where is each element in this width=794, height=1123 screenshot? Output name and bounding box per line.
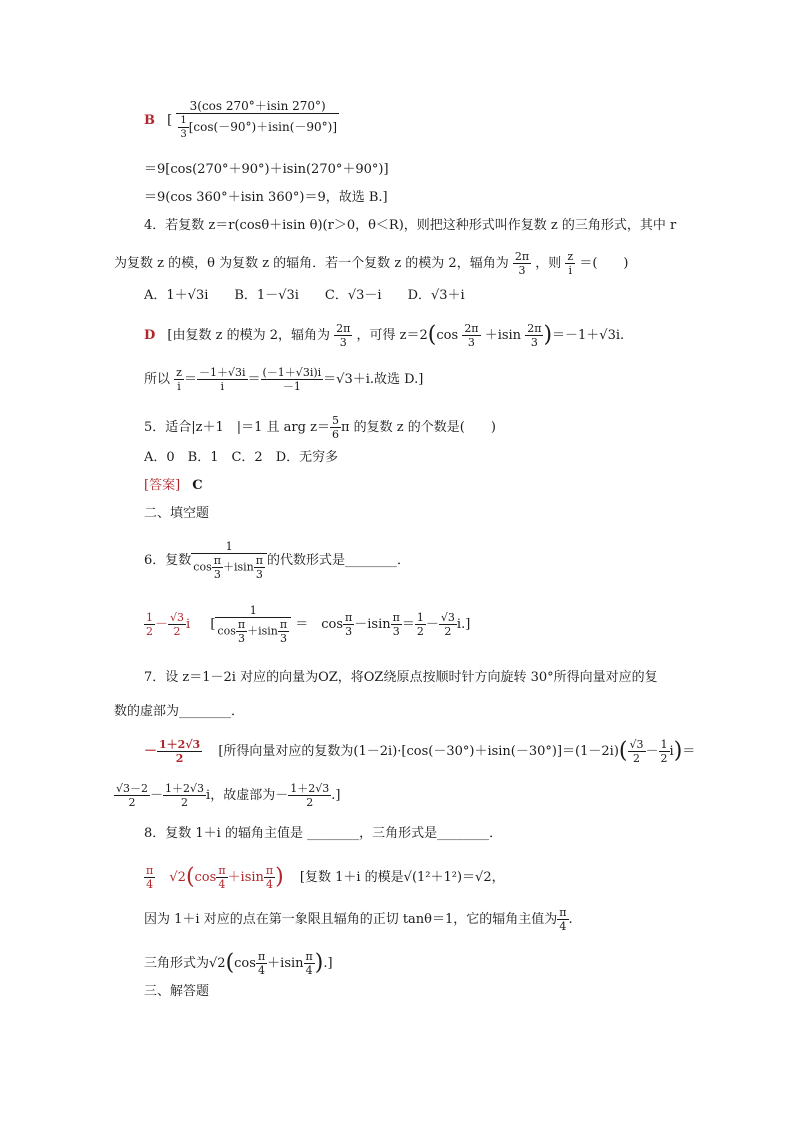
den: 2 xyxy=(175,752,184,765)
fraction xyxy=(191,540,267,581)
fraction-z-i xyxy=(565,250,575,277)
q6-line xyxy=(144,540,410,581)
answer-fraction xyxy=(144,864,155,891)
text: ，可得 z＝2 xyxy=(356,328,428,343)
den: 3 xyxy=(279,632,287,645)
paren-open: ( xyxy=(225,950,235,976)
answer-fraction xyxy=(216,864,227,891)
text: cos xyxy=(436,328,459,343)
num: √3 xyxy=(170,611,185,624)
fraction xyxy=(197,366,248,393)
paren-close: ) xyxy=(275,864,284,890)
fraction xyxy=(557,906,568,933)
section-heading-fill-blank: 二、填空题 xyxy=(144,506,210,521)
fraction xyxy=(256,950,267,977)
num: π xyxy=(279,618,288,631)
num: π xyxy=(559,906,567,919)
num: 2π xyxy=(336,322,351,335)
den: i xyxy=(220,380,224,393)
fraction xyxy=(215,604,291,645)
num: 1 xyxy=(146,611,153,624)
den: 3 xyxy=(467,336,475,349)
num: 1 xyxy=(215,604,291,618)
num: π xyxy=(257,950,266,963)
q7-answer-line1: － $\frac{1+2√3}{2}$ [所得向量对应的复数为(1－2i)·[cos(－30°)＋isin(－30°)]＝(1－2i)( $\frac{√3}{2}$ － $\frac{1}{2}$ i)＝ xyxy=(144,738,696,765)
text: cos xyxy=(234,956,256,971)
num: π xyxy=(218,864,226,877)
num: 2π xyxy=(527,322,542,335)
q7-answer-line2: $\frac{√3-2}{2}$ － $\frac{1+2√3}{2}$ i，故虚部为－ $\frac{1+2√3}{2}$ .] xyxy=(116,782,341,809)
cos: cos xyxy=(217,624,236,638)
answer-cos: cos xyxy=(194,870,217,885)
q3-answer-line1 xyxy=(144,100,339,141)
fraction xyxy=(628,738,646,765)
fraction xyxy=(176,100,339,141)
q8-answer-line1 xyxy=(144,864,505,891)
fraction-z-i xyxy=(174,366,184,393)
text: π 的复数 z 的个数是( ) xyxy=(340,420,496,435)
num: π xyxy=(392,611,400,624)
answer-i: i xyxy=(186,617,191,632)
fraction xyxy=(288,782,331,809)
q4-text-a: 为复数 z 的模，θ 为复数 z 的辐角．若一个复数 z 的模为 2，辐角为 xyxy=(114,256,509,271)
den: 2 xyxy=(128,796,136,809)
q5-answer xyxy=(144,478,203,494)
answer-label: [答案] xyxy=(144,478,181,493)
text: [所得向量对应的复数为(1－2i)·[cos(－30°)＋isin(－30°)]＝(1－2i) xyxy=(218,744,619,759)
bracket: [ xyxy=(167,113,173,128)
q4-line2 xyxy=(114,250,628,277)
text: 所以 xyxy=(144,372,171,387)
den: i xyxy=(568,264,573,277)
num: π xyxy=(265,864,274,877)
text: －isin xyxy=(354,617,391,632)
fraction xyxy=(304,950,315,977)
num: 1＋2√3 xyxy=(165,782,205,795)
q8-answer-line3 xyxy=(144,950,333,977)
text: .] xyxy=(331,788,341,803)
paren-open: ( xyxy=(185,864,195,890)
den: 3 xyxy=(530,336,538,349)
coef-den: 3 xyxy=(180,129,187,140)
q7-line2: 数的虚部为________． xyxy=(114,704,245,719)
num: 1＋2√3 xyxy=(290,782,330,795)
paren-close: ) xyxy=(543,322,553,348)
coef-num: 1 xyxy=(180,115,187,126)
pi-over-3 xyxy=(254,554,265,581)
num: π xyxy=(345,611,353,624)
num: 2π xyxy=(464,322,479,335)
fraction xyxy=(525,322,543,349)
text: 三角形式为√2 xyxy=(144,956,226,971)
fraction xyxy=(659,738,670,765)
num: －1＋√3i xyxy=(198,366,246,379)
pi-over-3 xyxy=(278,618,289,645)
den: 3 xyxy=(339,336,347,349)
den: 3 xyxy=(345,625,353,638)
den: 3 xyxy=(255,568,263,581)
text: ＝－1＋√3i. xyxy=(552,328,625,343)
q4-text-b: ，则 xyxy=(535,256,562,271)
text: [由复数 z 的模为 2，辐角为 xyxy=(167,328,331,343)
den: 2 xyxy=(173,625,181,638)
isin: ＋isin xyxy=(247,624,278,638)
pi-over-3 xyxy=(343,611,354,638)
num: 1 xyxy=(416,611,424,624)
text: 的代数形式是________． xyxy=(266,553,410,568)
pi-over-3 xyxy=(212,554,223,581)
num: z xyxy=(176,366,182,379)
den: 6 xyxy=(331,428,339,441)
cos: cos xyxy=(193,560,212,574)
q4-options: A．1＋√3i B．1－√3i C．√3－i D．√3＋i xyxy=(144,288,465,303)
paren-close: ) xyxy=(314,950,324,976)
num: √3 xyxy=(629,738,644,751)
fraction-2pi-3 xyxy=(513,250,531,277)
den: 2 xyxy=(633,752,640,765)
den: i xyxy=(177,380,181,393)
den: 4 xyxy=(305,964,313,977)
answer-sqrt2: √2 xyxy=(169,870,186,885)
den-rest: [cos(－90°)＋isin(－90°)] xyxy=(188,120,338,134)
paren-open: ( xyxy=(618,738,628,764)
den: 2 xyxy=(416,625,424,638)
answer-isin: ＋isin xyxy=(227,870,264,885)
paren-open: ( xyxy=(427,322,437,348)
q5-line1 xyxy=(144,414,496,441)
den: 2 xyxy=(181,796,189,809)
section-heading-problems: 三、解答题 xyxy=(144,984,210,999)
text: 6．复数 xyxy=(144,553,192,568)
answer-letter: B xyxy=(144,113,155,128)
den xyxy=(191,554,267,581)
fraction xyxy=(163,782,206,809)
den: 4 xyxy=(266,878,274,891)
den: 2 xyxy=(444,625,452,638)
fraction xyxy=(330,414,341,441)
fraction xyxy=(415,611,426,638)
q8-line1: 8．复数 1＋i 的辐角主值是 ________，三角形式是________． xyxy=(144,826,503,841)
den: 3 xyxy=(237,632,245,645)
text: i，故虚部为－ xyxy=(206,788,289,803)
q5-options: A．0 B．1 C．2 D．无穷多 xyxy=(144,450,339,465)
answer-fraction xyxy=(168,611,186,638)
pi-over-3 xyxy=(391,611,402,638)
fraction xyxy=(114,782,150,809)
num: π xyxy=(146,864,154,877)
text: .] xyxy=(323,956,333,971)
q4-answer-line1 xyxy=(144,322,624,349)
den: 3 xyxy=(392,625,400,638)
num: 1＋2√3 xyxy=(159,738,201,751)
q3-answer-line3: ＝9(cos 360°＋isin 360°)＝9，故选 B.] xyxy=(144,190,388,205)
num: 1 xyxy=(660,738,668,751)
num: 5 xyxy=(331,414,339,427)
num: 2π xyxy=(514,250,530,263)
paren-close: ) xyxy=(673,738,683,764)
num: π xyxy=(237,618,246,631)
den xyxy=(215,618,291,645)
q4-text-c: ＝( ) xyxy=(579,256,629,271)
num: (－1＋√3i)i xyxy=(262,366,322,379)
coefficient-fraction xyxy=(178,114,188,141)
num: π xyxy=(305,950,313,963)
q6-answer: $\frac{1}{2}$ － $\frac{√3}{2}$ i [ 1 cos $\frac{\pi}{3}$ ＋isin $\frac{\pi}{3}$ ＝ cos $\frac{\pi}{3}$ －isin $\frac{\pi}{3}$ ＝ $\frac{1}{2}$ － $\frac{√3}{2}$ i.] xyxy=(146,604,471,645)
den: 3 xyxy=(213,568,221,581)
text: ＋isin xyxy=(484,328,522,343)
answer-fraction xyxy=(157,738,202,765)
num: z xyxy=(567,250,574,263)
answer-letter: D xyxy=(144,328,156,343)
q3-answer-line2: ＝9[cos(270°＋90°)＋isin(270°＋90°)] xyxy=(144,162,389,177)
fraction-numerator: 3(cos 270°＋isin 270°) xyxy=(176,100,339,114)
fraction xyxy=(439,611,457,638)
num: √3 xyxy=(440,611,455,624)
den: 2 xyxy=(146,625,153,638)
den: 4 xyxy=(559,920,567,933)
text: [复数 1＋i 的模是√(1²＋1²)＝√2， xyxy=(299,870,505,885)
den: 2 xyxy=(306,796,314,809)
answer-value: C xyxy=(192,478,203,493)
fraction xyxy=(462,322,480,349)
q4-answer-line2: 所以 $\frac{z}{i}$ ＝ $\frac{-1+√3i}{i}$ ＝ $\frac{(-1+√3i)i}{-1}$ ＝√3＋i.故选 D.] xyxy=(144,366,424,393)
den: 4 xyxy=(146,878,154,891)
pi-over-3 xyxy=(236,618,247,645)
answer-fraction xyxy=(264,864,275,891)
fraction xyxy=(334,322,352,349)
text: ＝ xyxy=(401,617,415,632)
text: ＝ cos xyxy=(295,617,344,632)
fraction-denominator xyxy=(176,114,339,141)
answer-fraction xyxy=(144,611,155,638)
text: ＋isin xyxy=(267,956,304,971)
den: 2 xyxy=(660,752,668,765)
den: 4 xyxy=(218,878,226,891)
text: 5．适合|z＋1 |＝1 且 arg z＝ xyxy=(144,420,330,435)
num: π xyxy=(213,554,221,567)
q4-line1: 4．若复数 z＝r(cosθ＋isin θ)(r＞0，θ＜R)，则把这种形式叫作复数 z 的三角形式，其中 r xyxy=(144,218,677,233)
den: 3 xyxy=(518,264,526,277)
den: －1 xyxy=(282,380,301,393)
num: π xyxy=(255,554,263,567)
den: 4 xyxy=(258,964,266,977)
q8-answer-line2: 因为 1＋i 对应的点在第一象限且辐角的正切 tanθ＝1，它的辐角主值为 $\frac{\pi}{4}$ . xyxy=(144,906,573,933)
isin: ＋isin xyxy=(222,560,254,574)
num: √3－2 xyxy=(116,782,149,795)
q7-line1: 7．设 z＝1－2i 对应的向量为OZ，将OZ绕原点按顺时针方向旋转 30°所得向量对应的复 xyxy=(144,670,658,685)
text: i.] xyxy=(456,617,471,632)
text: ＝√3＋i.故选 D.] xyxy=(323,372,424,387)
text: i xyxy=(669,744,674,759)
num: 1 xyxy=(191,540,267,554)
fraction xyxy=(261,366,324,393)
text: 因为 1＋i 对应的点在第一象限且辐角的正切 tanθ＝1，它的辐角主值为 xyxy=(144,912,558,927)
